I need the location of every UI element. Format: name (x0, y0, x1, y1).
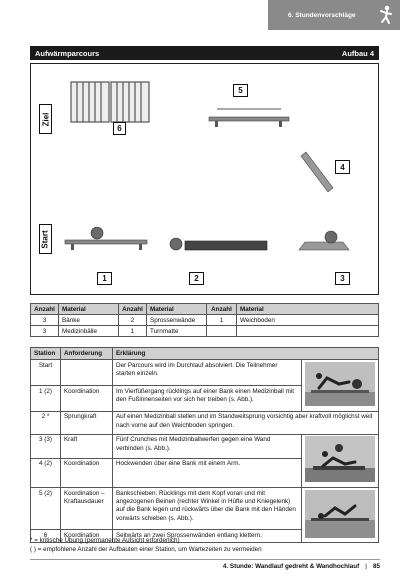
mascot-icon (378, 5, 394, 25)
station-explanation: Bankschieben: Rücklings mit dem Kopf voran und mit angezogenen Beinen (rechter Winkel in Hüfte und Kniegelenk) auf die Bank legen und rückwärts über die Bank mit den Händen vorwärts schieben (s. Abb.). (112, 488, 301, 530)
bench-station-5 (209, 108, 289, 127)
label-ziel: Ziel (39, 104, 52, 134)
footer-text (223, 563, 380, 570)
material-col-header: Anzahl (31, 304, 59, 315)
material-table (30, 303, 379, 337)
table-cell: 3 (31, 326, 59, 337)
footnotes (30, 536, 262, 555)
station-number-5: 5 (233, 84, 248, 97)
setup-number: Aufbau 4 (341, 48, 374, 58)
station-id: Start (31, 360, 61, 386)
table-cell (237, 326, 379, 337)
section-title-bar (30, 46, 379, 60)
wall-bars-right (111, 82, 149, 122)
table-cell (207, 326, 237, 337)
section-title: Aufwärmparcours (35, 48, 100, 58)
table-row (31, 315, 379, 326)
station-id: 1 (2) (31, 386, 61, 412)
station-explanation: Im Vierfüßergang rücklings auf einer Bank einen Medizinball mit den Fußinnenseiten vor sich her treiben (s. Abb.). (112, 386, 301, 412)
bench-station-1 (65, 227, 147, 250)
exercise-photo-crunch (305, 436, 375, 482)
station-explanation: Seitwärts an zwei Sprossenwänden entlang klettern. (112, 530, 301, 543)
page-footer (0, 559, 400, 577)
station-requirement (60, 360, 112, 386)
table-row (31, 326, 379, 337)
table-cell: Sprossenwände (147, 315, 207, 326)
table-row (31, 360, 379, 386)
table-cell: Medizinbälle (59, 326, 119, 337)
bench-station-4 (301, 152, 333, 192)
wall-bars-left (71, 82, 109, 122)
station-explanation: Fünf Crunches mit Medizinballwerfen gegen eine Wand verbinden (s. Abb.). (112, 434, 301, 458)
page-header (0, 0, 400, 30)
exercise-photo-bench-ball (305, 362, 375, 406)
station-number-4: 4 (335, 160, 350, 174)
table-cell: Bänke (59, 315, 119, 326)
photo-cell-3 (302, 434, 379, 487)
material-col-header: Material (147, 304, 207, 315)
station-explanation: Auf einen Medizinball stellen und im Standweitsprung vorsichtig aber kraftvoll möglichst weit nach vorne auf den Weichboden springen. (112, 411, 378, 434)
table-row (31, 411, 379, 434)
material-col-header: Material (237, 304, 379, 315)
footnote-count: ( ) = empfohlene Anzahl der Aufbauten einer Station, um Wartezeiten zu vermeiden (30, 546, 262, 554)
station-number-6: 6 (113, 122, 126, 135)
station-col-header: Anforderung (60, 348, 112, 360)
station-requirement: Sprungkraft (60, 411, 112, 434)
label-start: Start (39, 224, 52, 254)
station-id: 6 (31, 530, 61, 543)
table-row (31, 488, 379, 530)
exercise-photo-bench-push (305, 490, 375, 538)
table-cell: Weichboden (237, 315, 379, 326)
table-cell: Turnmatte (147, 326, 207, 337)
table-cell: 1 (119, 326, 147, 337)
chapter-tab (268, 0, 400, 30)
footnote-critical: * = kritische Übung (permanente Aufsicht erforderlich) (30, 537, 180, 544)
table-cell: 3 (31, 315, 59, 326)
station-id: 3 (3) (31, 434, 61, 458)
material-header-row (31, 304, 379, 315)
material-col-header: Anzahl (207, 304, 237, 315)
station-id: 5 (2) (31, 488, 61, 530)
station-col-header: Station (31, 348, 61, 360)
station-table (30, 347, 379, 543)
station-id: 2 * (31, 411, 61, 434)
material-col-header: Anzahl (119, 304, 147, 315)
station-explanation: Hockwenden über eine Bank mit einem Arm. (112, 458, 301, 488)
station-col-header: Erklärung (112, 348, 378, 360)
footer-separator: | (365, 563, 367, 570)
station-3-setup (299, 231, 349, 250)
station-header-row (31, 348, 379, 360)
station-requirement: Kraft (60, 434, 112, 458)
footer-divider (30, 559, 380, 560)
table-row (31, 434, 379, 458)
station-id: 4 (2) (31, 458, 61, 488)
station-requirement: Koordination – Kraftausdauer (60, 488, 112, 530)
chapter-label: 6. Stundenvorschläge (288, 11, 356, 19)
station-number-1: 1 (97, 272, 112, 285)
photo-cell-5 (302, 488, 379, 543)
course-drawing (31, 64, 378, 294)
station-explanation: Der Parcours wird im Durchlauf absolviert. Die Teilnehmer starten einzeln. (112, 360, 301, 386)
station-requirement: Koordination (60, 386, 112, 412)
material-col-header: Material (59, 304, 119, 315)
table-cell: 1 (207, 315, 237, 326)
station-requirement: Koordination (60, 530, 112, 543)
station-number-3: 3 (335, 272, 350, 285)
station-number-2: 2 (189, 272, 204, 285)
photo-cell-1 (302, 360, 379, 411)
table-cell: 2 (119, 315, 147, 326)
page-number: 85 (372, 563, 380, 570)
station-requirement: Koordination (60, 458, 112, 488)
footer-chapter: 4. Stunde: Wandlauf gedreht & Wandhochlauf (222, 563, 360, 570)
station-2-setup (170, 238, 267, 250)
course-diagram (30, 63, 379, 295)
